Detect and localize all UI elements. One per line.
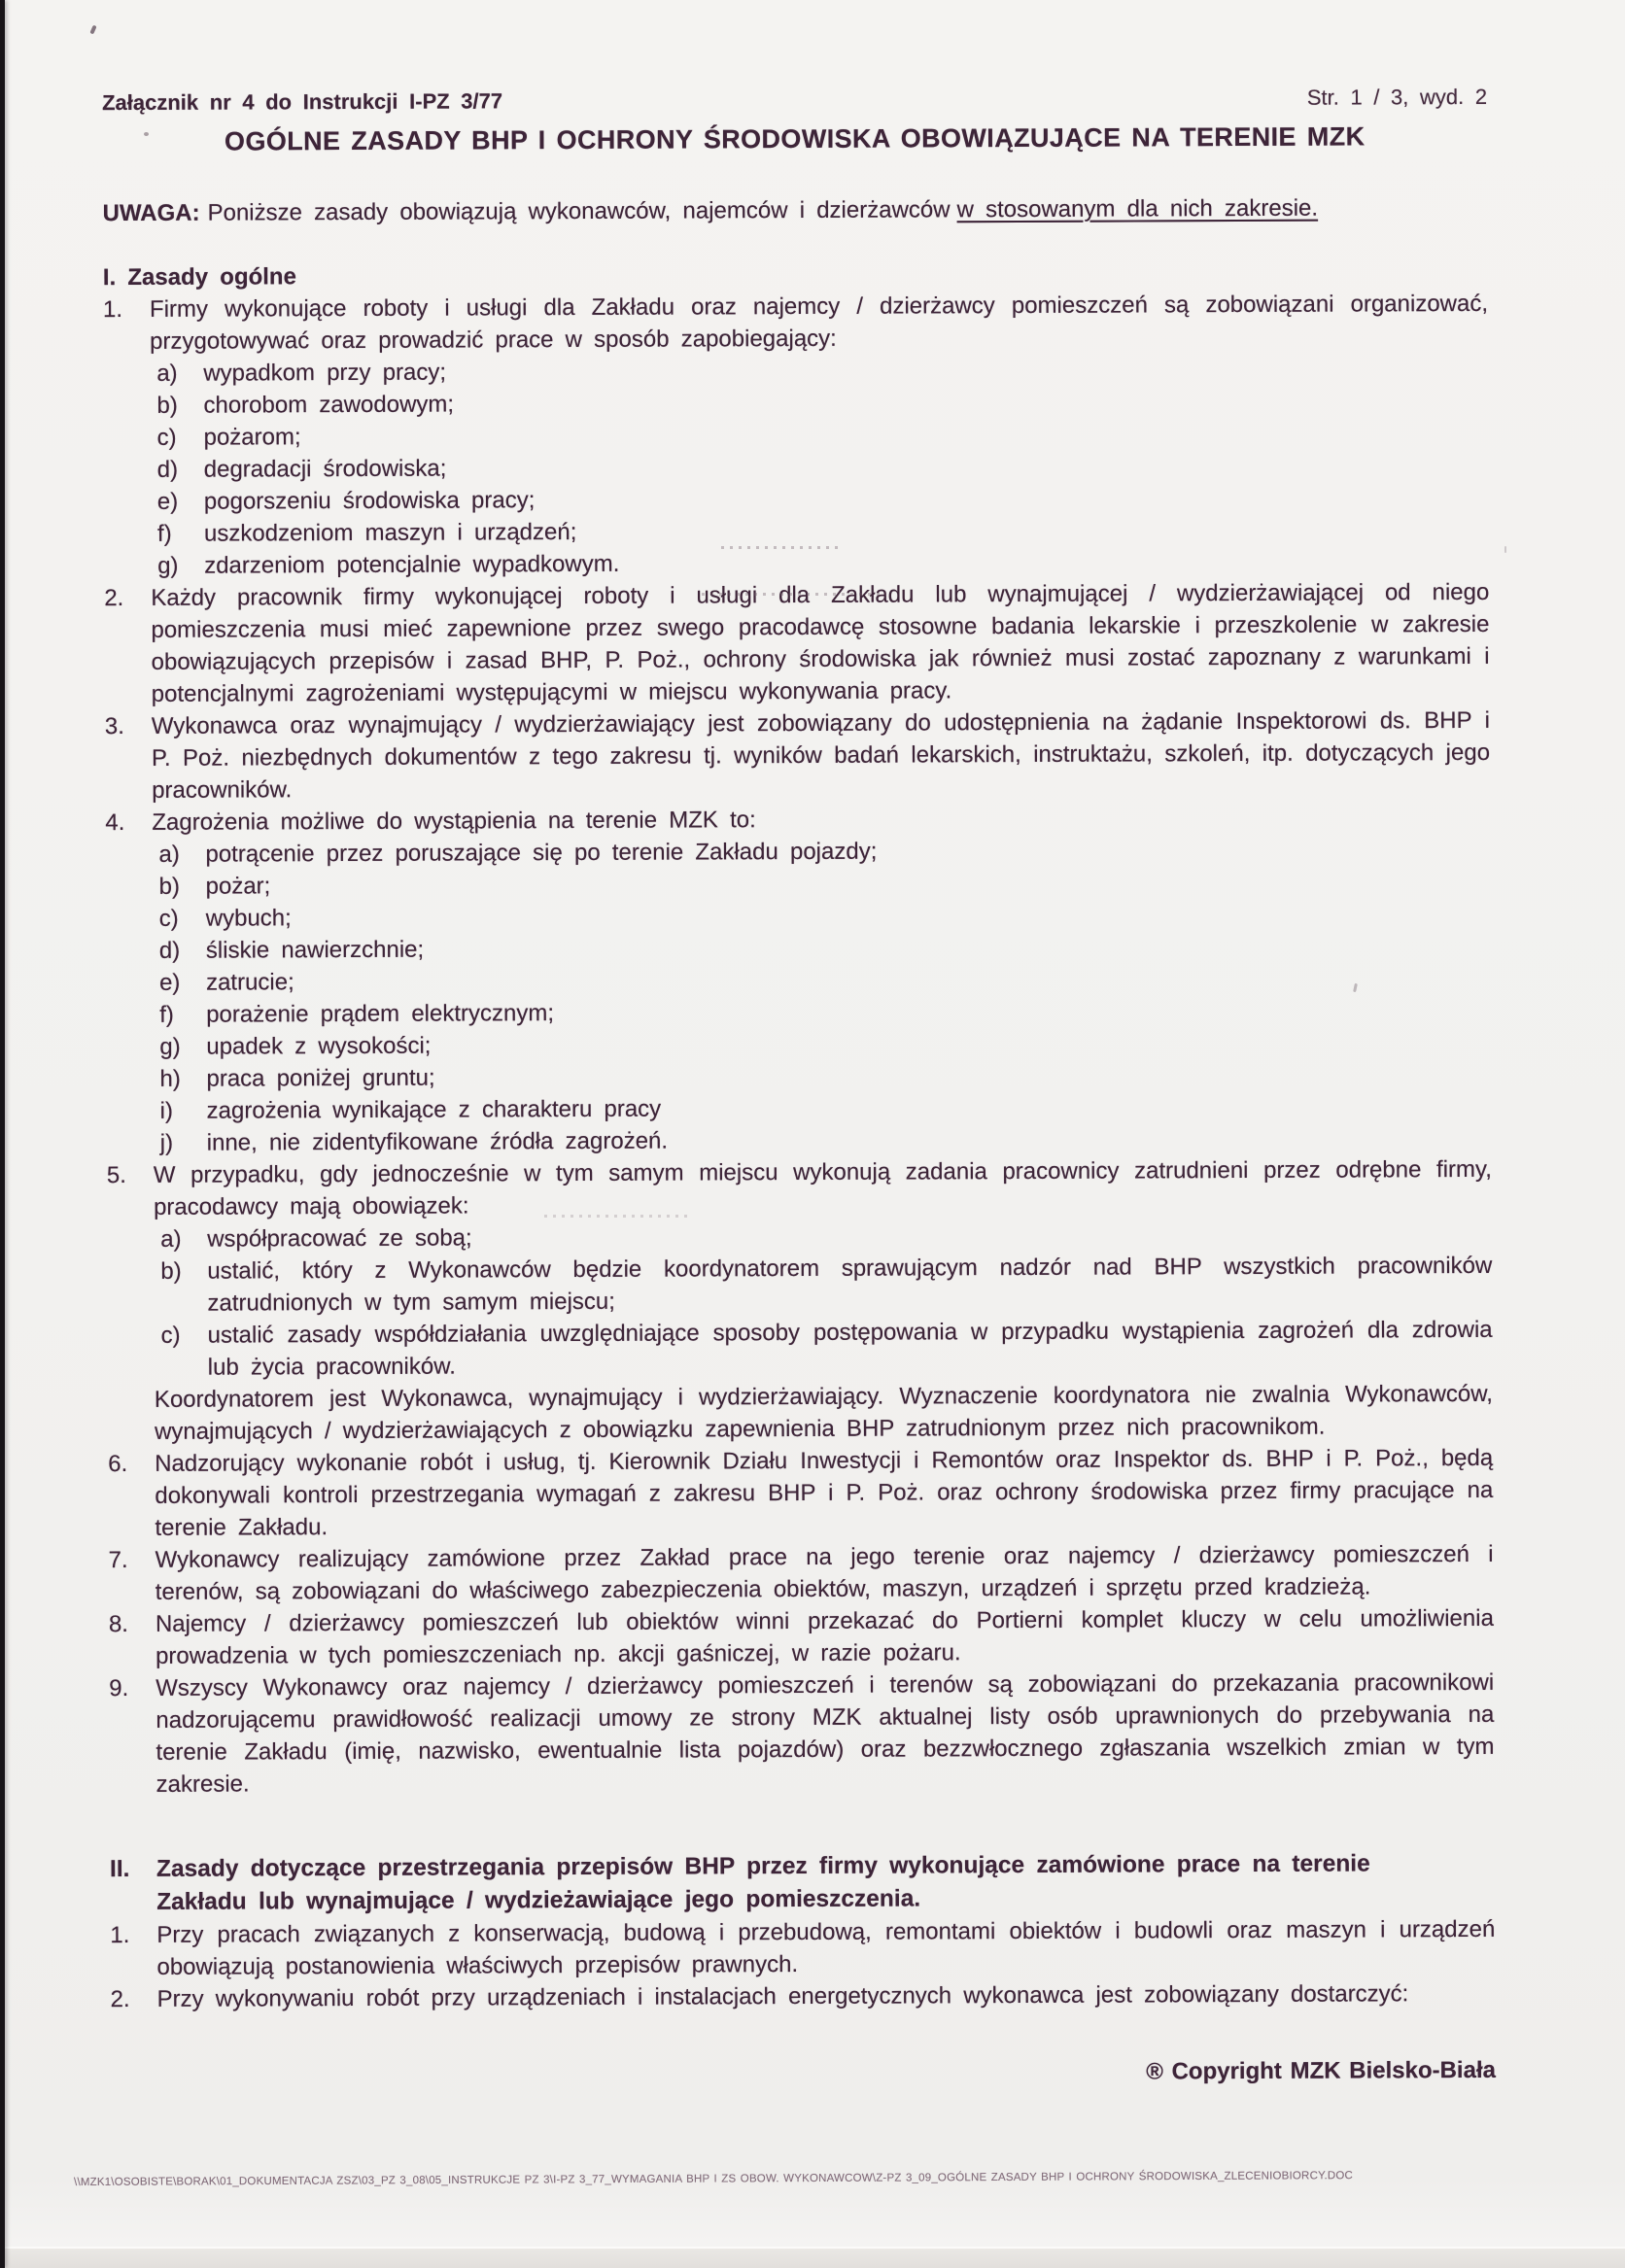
notice-line	[103, 191, 1488, 229]
item-text: Wykonawcy realizujący zamówione przez Zakład prace na jego terenie oraz najemcy / dzierżawcy pomieszczeń i terenów, są zobowiązani do właściwego zabezpieczenia obiektów, maszyn, urządzeń i sprzętu przed kradzieżą.	[155, 1540, 1494, 1605]
sub-item-letter: f)	[156, 520, 172, 547]
sub-item-text: inne, nie zidentyfikowane źródła zagrożeń.	[206, 1127, 669, 1156]
list-item	[105, 704, 1490, 807]
sub-item-letter: a)	[158, 841, 180, 868]
item-row	[108, 1442, 1493, 1544]
item-number: 9.	[109, 1675, 129, 1702]
item-number: 3.	[104, 713, 124, 740]
item-row	[109, 1538, 1494, 1608]
document-header	[102, 81, 1487, 119]
sub-item-text: pożar;	[205, 873, 271, 900]
sub-items	[107, 1218, 1493, 1384]
sub-item-letter: d)	[156, 456, 179, 483]
sub-item-letter: b)	[160, 1257, 182, 1285]
sub-item-text: ustalić, który z Wykonawców będzie koordynatorem sprawującym nadzór nad BHP wszystkich pracowników zatrudnionych w tym samym miejscu;	[207, 1252, 1493, 1317]
section2-heading	[110, 1847, 1495, 1919]
item-text: Wykonawca oraz wynajmujący / wydzierżawiający jest zobowiązany do udostępnienia na żądanie Inspektorowi ds. BHP i P. Poż. niezbędnych dokumentów z tego zakresu tj. wyników badań lekarskich, instruktażu, szkoleń, itp. dotyczących jego pracowników.	[151, 706, 1491, 804]
item-number: 2.	[110, 1986, 130, 2013]
item-row	[105, 704, 1490, 807]
item-row	[104, 576, 1490, 710]
item-number: 2.	[104, 585, 124, 612]
sub-item-letter: c)	[156, 424, 177, 451]
item-row	[109, 1602, 1494, 1672]
sub-item-letter: g)	[159, 1033, 181, 1060]
item-text: Firmy wykonujące roboty i usługi dla Zakładu oraz najemcy / dzierżawcy pomieszczeń są zobowiązani organizować, przygotowywać oraz prowadzić prace w sposób zapobiegający:	[149, 290, 1489, 355]
scan-speck	[1504, 546, 1506, 553]
sub-item-letter: c)	[158, 905, 179, 932]
list-item	[109, 1667, 1495, 1801]
list-item	[108, 1442, 1493, 1544]
item-row	[111, 1977, 1496, 2015]
sub-item-letter: g)	[157, 552, 179, 579]
sub-item	[107, 1250, 1492, 1320]
sub-item-letter: a)	[156, 360, 178, 387]
sub-item-letter: e)	[156, 488, 179, 515]
sub-item-text: współpracować ze sobą;	[207, 1224, 472, 1253]
list-item	[103, 288, 1489, 582]
item-row	[110, 1913, 1495, 1983]
sub-item-letter: h)	[159, 1065, 181, 1092]
sub-item-text: zatrucie;	[205, 969, 294, 996]
sub-item-letter: d)	[158, 937, 181, 964]
section2-heading-text: Zasady dotyczące przestrzegania przepisów BHP przez firmy wykonujące zamówione prace na terenie Zakładu lub wynajmujące / wydzieżawiające jego pomieszczenia.	[156, 1850, 1370, 1915]
sub-item-text: potrącenie przez poruszające się po terenie Zakładu pojazdy;	[205, 838, 878, 868]
scan-dotted-artifact	[702, 593, 886, 596]
item-text: Wszyscy Wykonawcy oraz najemcy / dzierżawcy pomieszczeń i terenów są zobowiązani do przekazania pracownikowi nadzorującemu prawidłowość realizacji umowy ze strony MZK aktualnej listy osób uprawnionych do przebywania na terenie Zakładu (imię, nazwisko, ewentualnie lista pojazdów) oraz bezzwłocznego zgłaszania wszelkich zmian w tym zakresie.	[156, 1668, 1495, 1798]
sub-item-text: porażenie prądem elektrycznym;	[206, 1000, 555, 1028]
list-item	[109, 1538, 1494, 1608]
item-number: 1.	[102, 296, 123, 324]
scan-bottom-edge-artifact	[0, 2247, 1625, 2268]
attachment-reference: Załącznik nr 4 do Instrukcji I-PZ 3/77	[102, 88, 503, 116]
item-number: 7.	[108, 1547, 128, 1574]
list-item	[110, 1913, 1495, 1983]
sub-item-letter: f)	[159, 1001, 174, 1028]
sub-item-text: śliskie nawierzchnie;	[205, 936, 425, 964]
item-text: Zagrożenia możliwe do wystąpienia na terenie MZK to:	[152, 807, 756, 836]
item-text: W przypadku, gdy jednocześnie w tym samym miejscu wykonują zadania pracownicy zatrudnieni przez odrębne firmy, pracodawcy mają obowiązek:	[153, 1155, 1492, 1220]
item-text: Przy wykonywaniu robót przy urządzeniach i instalacjach energetycznych wykonawca jest zobowiązany dostarczyć:	[156, 1980, 1409, 2012]
scan-dotted-artifact	[544, 1215, 690, 1218]
sub-item-text: ustalić zasady współdziałania uwzględniające sposoby postępowania w przypadku wystąpienia zagrożeń dla zdrowia lub życia pracowników.	[207, 1316, 1493, 1381]
sub-item-letter: a)	[160, 1225, 182, 1253]
item-text: Najemcy / dzierżawcy pomieszczeń lub obiektów winni przekazać do Portierni komplet kluczy w celu umożliwienia prowadzenia w tych pomieszczeniach np. akcji gaśniczej, w razie pożaru.	[155, 1604, 1494, 1669]
sub-item-text: zdarzeniom potencjalnie wypadkowym.	[204, 550, 620, 579]
scan-dotted-artifact	[721, 546, 838, 549]
item-row	[107, 1153, 1492, 1223]
sub-item-text: pogorszeniu środowiska pracy;	[203, 487, 536, 515]
section1-heading: I. Zasady ogólne	[102, 263, 296, 292]
sub-items	[105, 833, 1491, 1159]
sub-item-letter: j)	[159, 1129, 174, 1156]
section1-items	[103, 288, 1495, 1801]
list-item	[111, 1977, 1496, 2015]
sub-item-letter: i)	[159, 1097, 173, 1124]
sub-item-text: uszkodzeniom maszyn i urządzeń;	[203, 518, 577, 547]
sub-item-text: upadek z wysokości;	[206, 1032, 432, 1060]
sub-item-letter: e)	[158, 969, 181, 996]
notice-text: Poniższe zasady obowiązują wykonawców, najemców i dzierżawców	[207, 196, 951, 226]
section2-number: II.	[109, 1856, 130, 1883]
list-item	[109, 1602, 1494, 1672]
list-item	[104, 576, 1490, 710]
sub-item-text: chorobom zawodowym;	[203, 391, 455, 419]
item-number: 4.	[105, 809, 125, 837]
sub-item-letter: c)	[160, 1322, 181, 1349]
item-row	[109, 1667, 1495, 1801]
scan-speck	[144, 132, 149, 136]
notice-underlined-text: w stosowanym dla nich zakresie.	[956, 194, 1319, 223]
item-text: Nadzorujący wykonanie robót i usług, tj. Kierownik Działu Inwestycji i Remontów oraz Inspektor ds. BHP i P. Poż., będą dokonywali kontroli przestrzegania wymagań z zakresu BHP i P. Poż. oraz ochrony środowiska przez firmy pracujące na terenie Zakładu.	[155, 1444, 1494, 1541]
notice-label: UWAGA:	[102, 199, 200, 227]
sub-item-letter: b)	[156, 392, 178, 419]
item-row	[103, 288, 1488, 358]
copyright-line: ® Copyright MZK Bielsko-Biała	[1146, 2056, 1496, 2085]
sub-item-letter: b)	[158, 873, 181, 900]
scan-speck	[89, 25, 96, 35]
sub-item	[108, 1314, 1493, 1384]
item-number: 6.	[108, 1451, 128, 1478]
item-continuation: Koordynatorem jest Wykonawca, wynajmujący i wydzierżawiający. Wyznaczenie koordynatora nie zwalnia Wykonawców, wynajmujących / wydzierżawiających z obowiązku zapewnienia BHP zatrudnionym przez nich pracownikom.	[154, 1380, 1493, 1445]
section2-items	[110, 1913, 1495, 2015]
item-text: Każdy pracownik firmy wykonującej roboty i usługi dla Zakładu lub wynajmującej / wydzierżawiającej od niego pomieszczenia musi mieć zapewnione przez swego pracodawcę stosowne badania lekarskie i przeszkolenie w zakresie obowiązujących przepisów i zasad BHP, P. Poż., ochrony środowiska jak również musi zostać zapoznany z warunkami i potencjalnymi zagrożeniami występującymi w miejscu wykonywania pracy.	[151, 578, 1490, 707]
item-number: 8.	[108, 1611, 128, 1638]
list-item	[107, 1153, 1493, 1448]
item-number: 5.	[106, 1162, 126, 1189]
item-text: Przy pracach związanych z konserwacją, budową i przebudową, remontami obiektów i budowli oraz maszyn i urządzeń obowiązują postanowienia właściwych przepisów prawnych.	[156, 1915, 1496, 1980]
document-title: OGÓLNE ZASADY BHP I OCHRONY ŚRODOWISKA OBOWIĄZUJĄCE NA TERENIE MZK	[224, 121, 1366, 156]
sub-item-text: pożarom;	[203, 424, 301, 451]
file-path: \\MZK1\OSOBISTE\BORAK\01_DOKUMENTACJA ZSZ\03_PZ 3_08\05_INSTRUKCJE PZ 3\I-PZ 3_77_WYMAGANIA BHP I ZS OBOW. WYKONAWCOW\Z-PZ 3_09_OGÓLNE ZASADY BHP I OCHRONY ŚRODOWISKA_ZLECENIOBIORCY.DOC	[74, 2170, 1354, 2188]
sub-item-text: wybuch;	[205, 905, 292, 932]
scan-left-edge-artifact	[0, 0, 5, 2268]
sub-item-text: wypadkom przy pracy;	[203, 359, 447, 387]
list-item	[105, 801, 1492, 1159]
page-reference: Str. 1 / 3, wyd. 2	[1306, 84, 1488, 110]
document-sheet	[102, 81, 1496, 2092]
sub-item-text: praca poniżej gruntu;	[206, 1064, 435, 1092]
item-number: 1.	[110, 1922, 130, 1949]
sub-item-text: degradacji środowiska;	[203, 455, 447, 483]
sub-item-text: zagrożenia wynikające z charakteru pracy	[206, 1095, 662, 1124]
